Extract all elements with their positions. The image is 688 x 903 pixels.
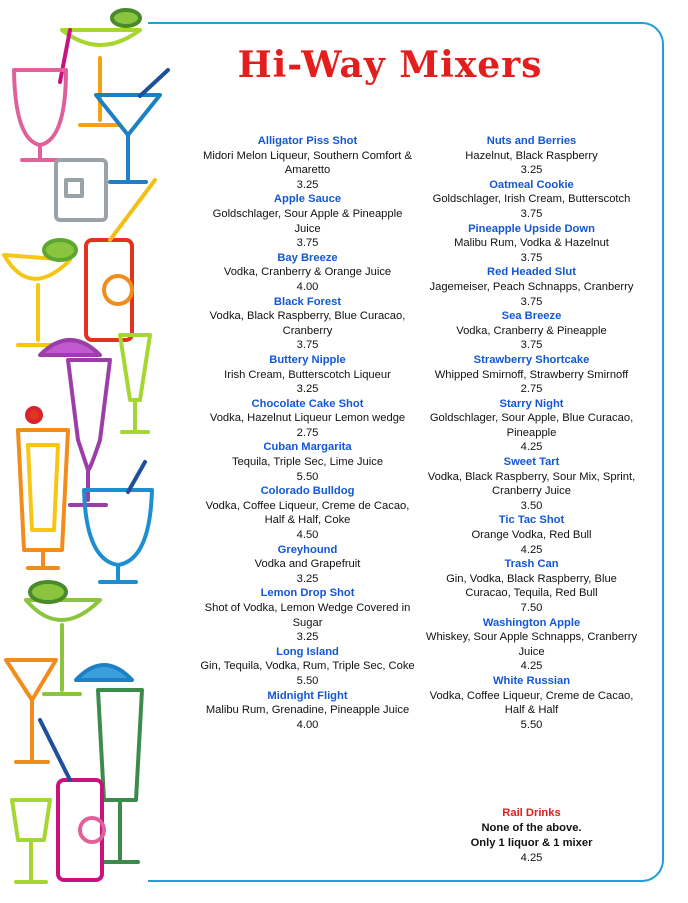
drink-price: 4.50 <box>296 529 319 542</box>
drink-ingredients: Whipped Smirnoff, Strawberry Smirnoff <box>434 368 629 381</box>
drink-name: Apple Sauce <box>273 193 342 206</box>
drink-item <box>424 674 639 732</box>
drink-price: 3.75 <box>296 339 319 352</box>
drink-ingredients: Goldschlager, Irish Cream, Butterscotch <box>432 193 631 206</box>
drink-name: Greyhound <box>277 543 338 556</box>
drink-ingredients: Irish Cream, Butterscotch Liqueur <box>224 368 391 381</box>
cocktail-glasses-illustration <box>0 0 175 903</box>
drink-ingredients: Vodka, Cranberry & Pineapple <box>456 324 607 337</box>
drink-name: Nuts and Berries <box>486 135 577 147</box>
drink-ingredients: Vodka, Hazelnut Liqueur Lemon wedge <box>209 412 406 425</box>
drink-item <box>200 397 415 441</box>
drink-name: Oatmeal Cookie <box>489 178 574 191</box>
drink-price: 2.75 <box>520 383 543 396</box>
drink-item <box>200 353 415 397</box>
drink-ingredients: Goldschlager, Sour Apple & Pineapple Juice <box>212 207 403 235</box>
drink-ingredients: Jagemeiser, Peach Schnapps, Cranberry <box>429 280 634 293</box>
drink-ingredients: Tequila, Triple Sec, Lime Juice <box>231 456 384 469</box>
drink-price: 5.50 <box>296 470 319 483</box>
drink-item <box>424 455 639 513</box>
rail-drinks-line-1: None of the above. <box>481 822 582 834</box>
drink-item <box>424 513 639 557</box>
drink-ingredients: Vodka, Black Raspberry, Blue Curacao, Cranberry <box>209 310 406 337</box>
drink-ingredients: Gin, Tequila, Vodka, Rum, Triple Sec, Coke <box>200 660 415 673</box>
drink-price: 3.75 <box>520 339 543 352</box>
drink-name: Sweet Tart <box>503 456 560 469</box>
drink-price: 3.75 <box>520 251 543 264</box>
drink-item <box>200 192 415 250</box>
drink-name: Cuban Margarita <box>263 441 352 454</box>
drink-ingredients: Vodka and Grapefruit <box>254 558 361 571</box>
drink-name: Red Headed Slut <box>487 266 576 279</box>
drink-name: Long Island <box>276 645 339 658</box>
drink-name: Colorado Bulldog <box>260 485 355 498</box>
drink-price: 3.25 <box>296 631 319 644</box>
drink-name: Bay Breeze <box>277 251 338 264</box>
drink-price: 3.25 <box>296 572 319 585</box>
drink-name: Buttery Nipple <box>269 353 346 366</box>
drink-ingredients: Goldschlager, Sour Apple, Blue Curacao, Pineapple <box>429 412 634 439</box>
drink-price: 3.25 <box>296 383 319 396</box>
drink-name: Tic Tac Shot <box>498 514 565 527</box>
drink-ingredients: Vodka, Coffee Liqueur, Creme de Cacao, Half & Half, Coke <box>205 499 410 527</box>
drink-ingredients: Vodka, Cranberry & Orange Juice <box>223 266 392 279</box>
drink-item <box>424 265 639 309</box>
drink-item <box>424 309 639 353</box>
drink-ingredients: Vodka, Coffee Liqueur, Creme de Cacao, Half & Half <box>429 689 634 717</box>
drink-ingredients: Midori Melon Liqueur, Southern Comfort & Amaretto <box>203 149 412 177</box>
drink-name: Black Forest <box>273 295 342 308</box>
drink-price: 4.25 <box>520 660 543 673</box>
menu-title: Hi-Way Mixers <box>237 44 543 86</box>
drink-item <box>200 295 415 353</box>
drink-price: 3.50 <box>520 499 543 512</box>
drink-name: Washington Apple <box>482 616 581 629</box>
drink-name: Sea Breeze <box>501 310 562 323</box>
drink-item <box>200 645 415 689</box>
drink-price: 3.75 <box>296 237 319 250</box>
drink-item <box>200 134 415 192</box>
drink-item <box>424 616 639 674</box>
drink-price: 4.25 <box>520 441 543 454</box>
drink-price: 5.50 <box>296 674 319 687</box>
drink-item <box>200 543 415 587</box>
drink-item <box>424 134 639 178</box>
drink-ingredients: Malibu Rum, Grenadine, Pineapple Juice <box>205 704 410 717</box>
left-drink-column <box>200 134 415 732</box>
drink-ingredients: Malibu Rum, Vodka & Hazelnut <box>454 237 609 250</box>
drink-ingredients: Orange Vodka, Red Bull <box>471 529 592 542</box>
drink-price: 2.75 <box>296 426 319 439</box>
drink-name: Chocolate Cake Shot <box>251 397 364 410</box>
drink-price: 4.00 <box>296 280 319 293</box>
drink-item <box>424 353 639 397</box>
rail-drinks-title: Rail Drinks <box>502 807 561 819</box>
drink-item <box>424 178 639 222</box>
drink-price: 4.25 <box>520 543 543 556</box>
drink-price: 3.75 <box>520 295 543 308</box>
rail-drinks-line-2: Only 1 liquor & 1 mixer <box>470 837 593 849</box>
drink-item <box>424 222 639 266</box>
drink-item <box>200 440 415 484</box>
drink-item <box>200 251 415 295</box>
drink-name: Lemon Drop Shot <box>260 587 355 600</box>
drink-name: White Russian <box>492 674 571 687</box>
drink-price: 5.50 <box>520 718 543 731</box>
drink-price: 3.25 <box>520 164 543 177</box>
rail-drinks-price: 4.25 <box>520 852 543 864</box>
drink-ingredients: Hazelnut, Black Raspberry <box>465 149 598 162</box>
rail-drinks-section <box>424 806 639 866</box>
drink-ingredients: Shot of Vodka, Lemon Wedge Covered in Sugar <box>204 602 411 629</box>
drink-item <box>200 689 415 733</box>
drink-item <box>424 557 639 615</box>
drink-name: Strawberry Shortcake <box>473 353 590 366</box>
drink-ingredients: Gin, Vodka, Black Raspberry, Blue Curacao, Tequila, Red Bull <box>446 572 617 600</box>
drink-item <box>200 484 415 542</box>
drink-name: Starry Night <box>499 397 564 410</box>
drink-price: 3.25 <box>296 178 319 191</box>
drink-name: Trash Can <box>504 558 559 571</box>
drink-price: 3.75 <box>520 207 543 220</box>
drink-price: 7.50 <box>520 602 543 614</box>
drink-ingredients: Vodka, Black Raspberry, Sour Mix, Sprint, Cranberry Juice <box>427 470 636 498</box>
drink-price: 4.00 <box>296 718 319 731</box>
drink-item <box>200 586 415 644</box>
drink-item <box>424 397 639 455</box>
right-drink-column <box>424 134 639 732</box>
drink-ingredients: Whiskey, Sour Apple Schnapps, Cranberry Juice <box>425 631 638 658</box>
drink-name: Pineapple Upside Down <box>468 222 595 235</box>
drink-name: Alligator Piss Shot <box>257 135 358 147</box>
drink-name: Midnight Flight <box>267 689 348 702</box>
